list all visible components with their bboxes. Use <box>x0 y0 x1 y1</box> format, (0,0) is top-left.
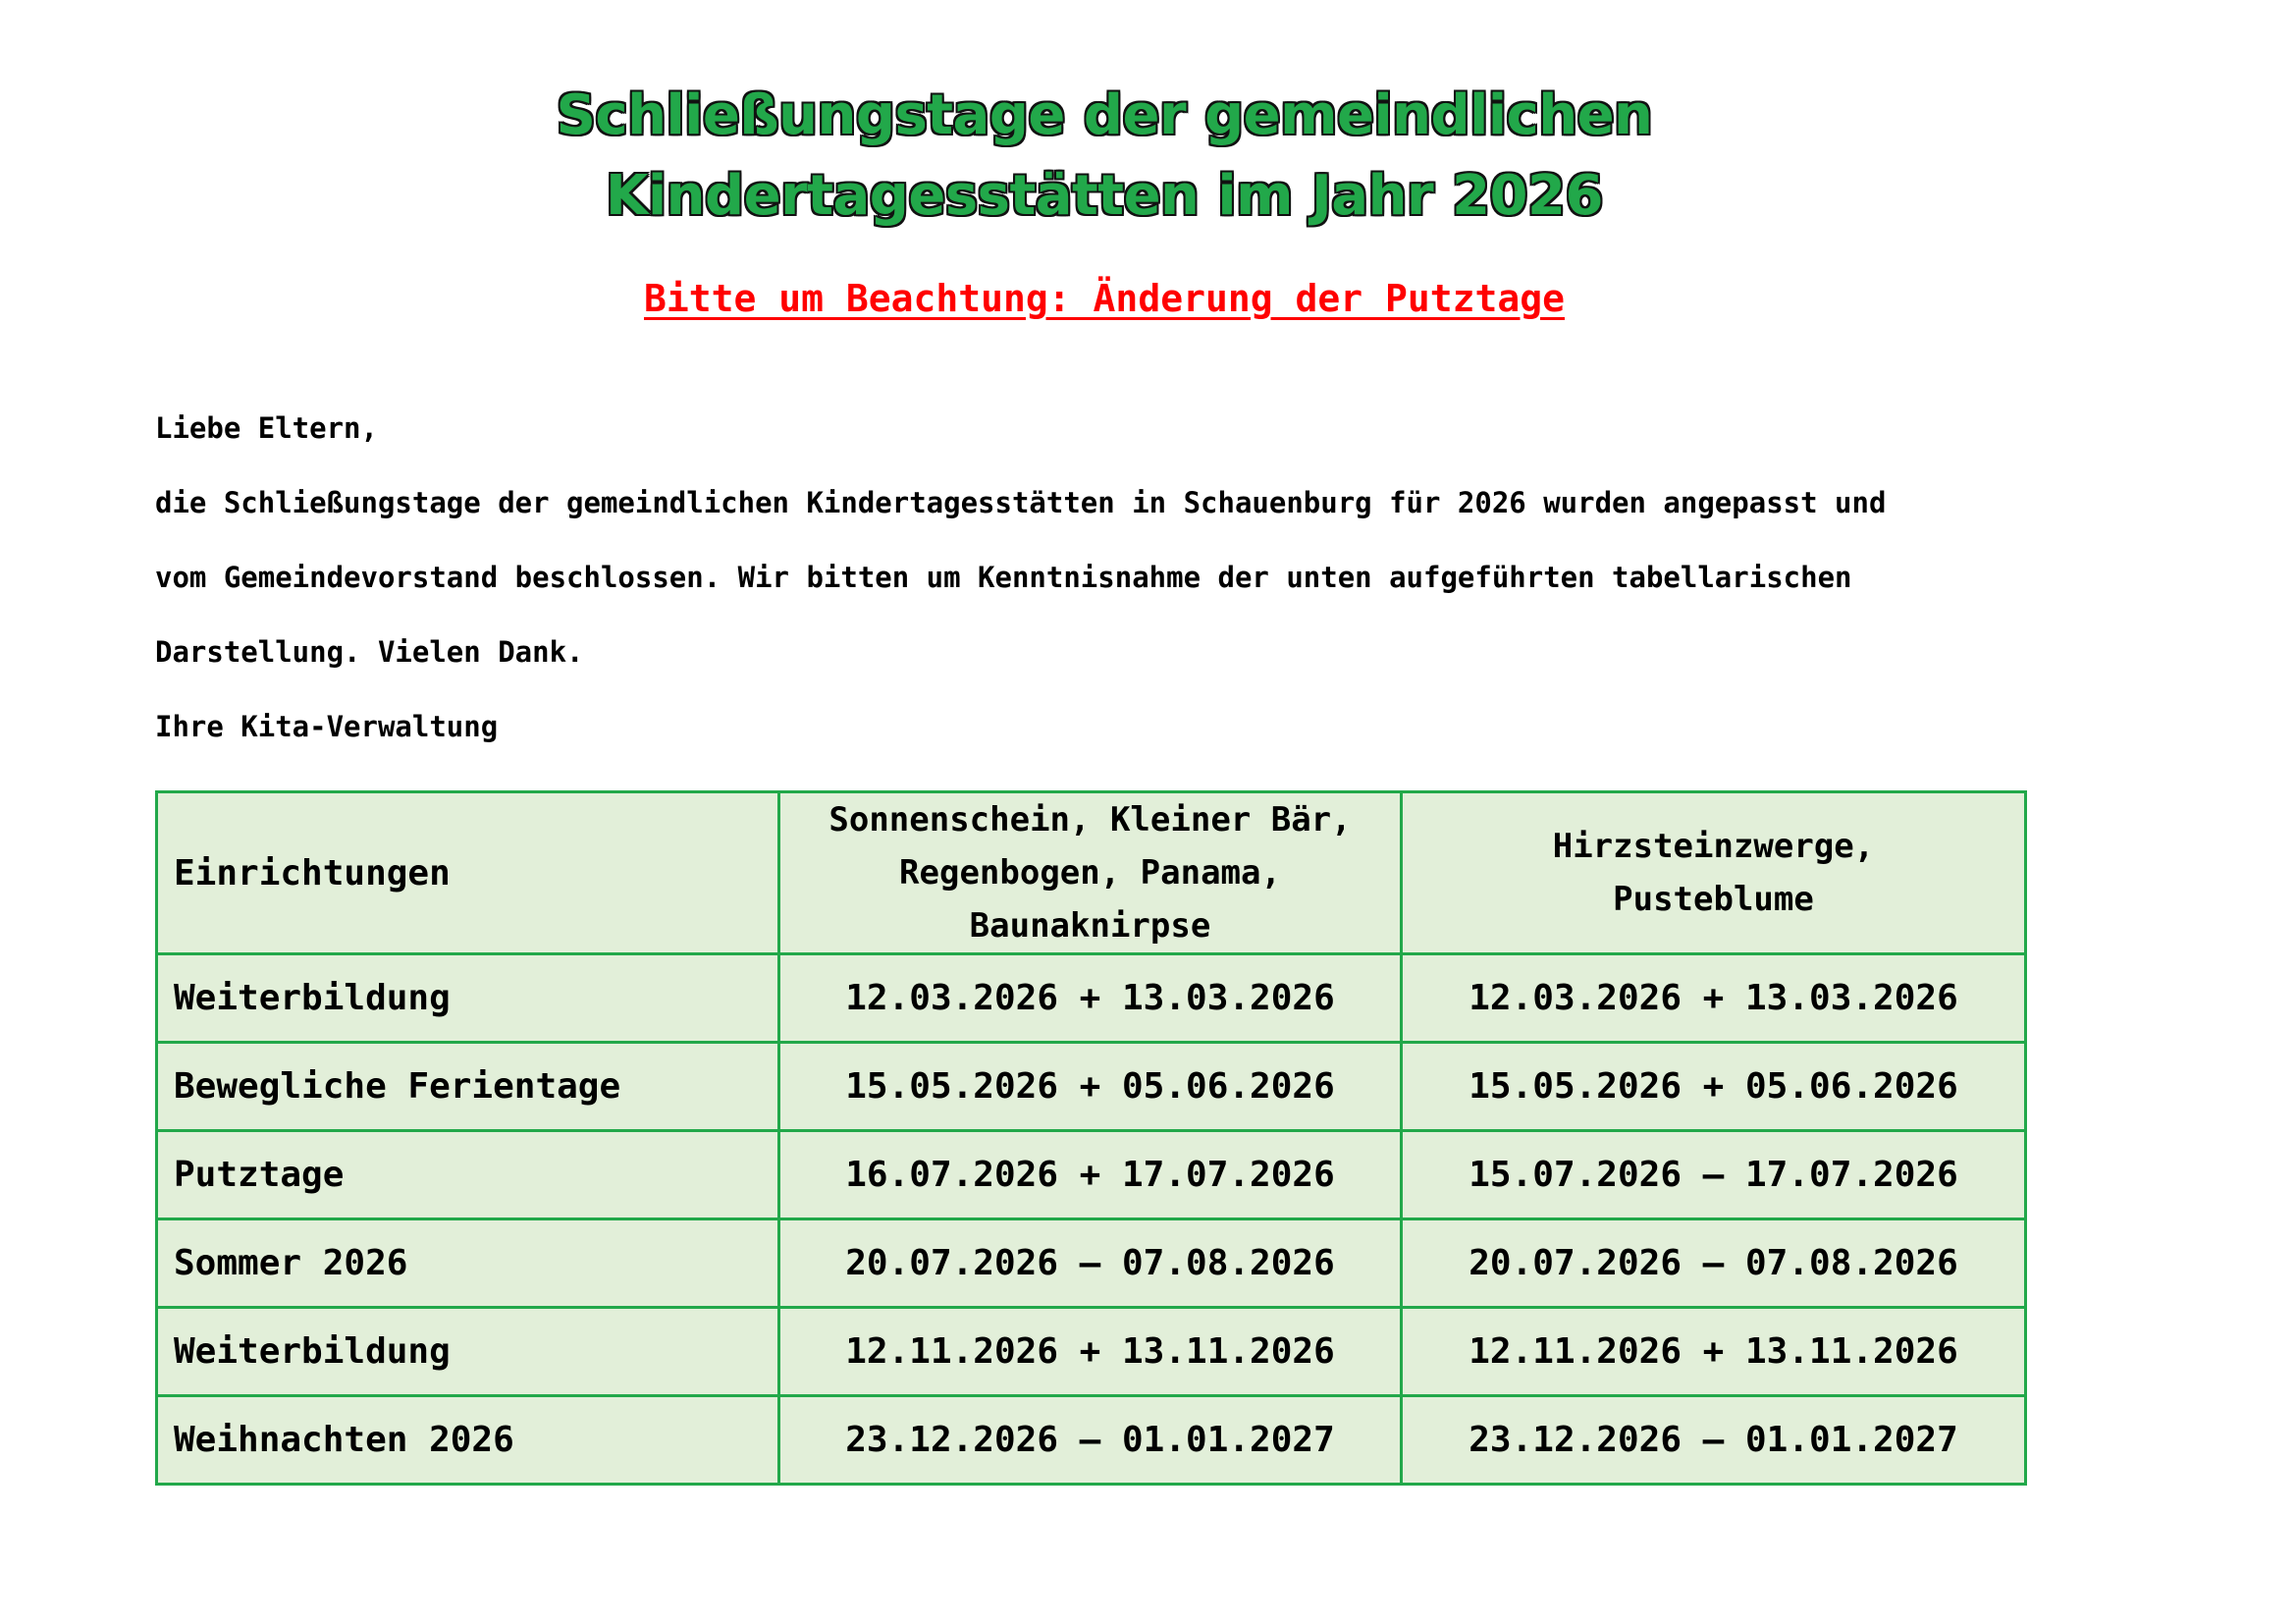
table-row <box>157 1308 2026 1396</box>
document-title-line-2: Kindertagesstätten im Jahr 2026 <box>606 164 1603 228</box>
table-row <box>157 1043 2026 1131</box>
letter-body-line-3: Darstellung. Vielen Dank. <box>155 635 584 669</box>
row-label: Weihnachten 2026 <box>157 1396 779 1485</box>
closure-days-table <box>155 790 2027 1486</box>
letter-body-line-2: vom Gemeindevorstand beschlossen. Wir bitten um Kenntnisnahme der unten aufgeführten tabellarischen <box>155 561 1852 594</box>
row-dates-group-2: 12.03.2026 + 13.03.2026 <box>1402 954 2026 1043</box>
row-label: Weiterbildung <box>157 954 779 1043</box>
header-group-2 <box>1402 792 2026 954</box>
table-row <box>157 954 2026 1043</box>
header-group-1-line: Regenbogen, Panama, <box>899 853 1281 893</box>
row-dates-group-2: 20.07.2026 – 07.08.2026 <box>1402 1219 2026 1308</box>
notice-heading: Bitte um Beachtung: Änderung der Putztage <box>644 277 1565 320</box>
row-dates-group-1: 16.07.2026 + 17.07.2026 <box>779 1131 1402 1219</box>
table-row <box>157 1131 2026 1219</box>
row-dates-group-2: 23.12.2026 – 01.01.2027 <box>1402 1396 2026 1485</box>
letter-signature: Ihre Kita-Verwaltung <box>155 710 499 743</box>
row-dates-group-1: 20.07.2026 – 07.08.2026 <box>779 1219 1402 1308</box>
row-dates-group-2: 15.07.2026 – 17.07.2026 <box>1402 1131 2026 1219</box>
row-dates-group-2: 15.05.2026 + 05.06.2026 <box>1402 1043 2026 1131</box>
row-dates-group-1: 12.03.2026 + 13.03.2026 <box>779 954 1402 1043</box>
header-group-1 <box>779 792 1402 954</box>
header-group-2-line: Pusteblume <box>1613 880 1814 919</box>
header-group-1-line: Baunaknirpse <box>969 906 1211 946</box>
header-group-1-line: Sonnenschein, Kleiner Bär, <box>828 800 1352 839</box>
row-dates-group-2: 12.11.2026 + 13.11.2026 <box>1402 1308 2026 1396</box>
row-label: Bewegliche Ferientage <box>157 1043 779 1131</box>
header-group-2-line: Hirzsteinzwerge, <box>1552 827 1875 866</box>
row-dates-group-1: 12.11.2026 + 13.11.2026 <box>779 1308 1402 1396</box>
table-row <box>157 1219 2026 1308</box>
row-label: Sommer 2026 <box>157 1219 779 1308</box>
table-row <box>157 1396 2026 1485</box>
document-title-line-1: Schließungstage der gemeindlichen <box>556 83 1653 147</box>
row-label: Weiterbildung <box>157 1308 779 1396</box>
letter-body-line-1: die Schließungstage der gemeindlichen Kindertagesstätten in Schauenburg für 2026 wurden angepasst und <box>155 486 1887 519</box>
letter-salutation: Liebe Eltern, <box>155 411 378 445</box>
row-dates-group-1: 23.12.2026 – 01.01.2027 <box>779 1396 1402 1485</box>
table-header-row <box>157 792 2026 954</box>
header-facilities: Einrichtungen <box>157 792 779 954</box>
row-dates-group-1: 15.05.2026 + 05.06.2026 <box>779 1043 1402 1131</box>
row-label: Putztage <box>157 1131 779 1219</box>
